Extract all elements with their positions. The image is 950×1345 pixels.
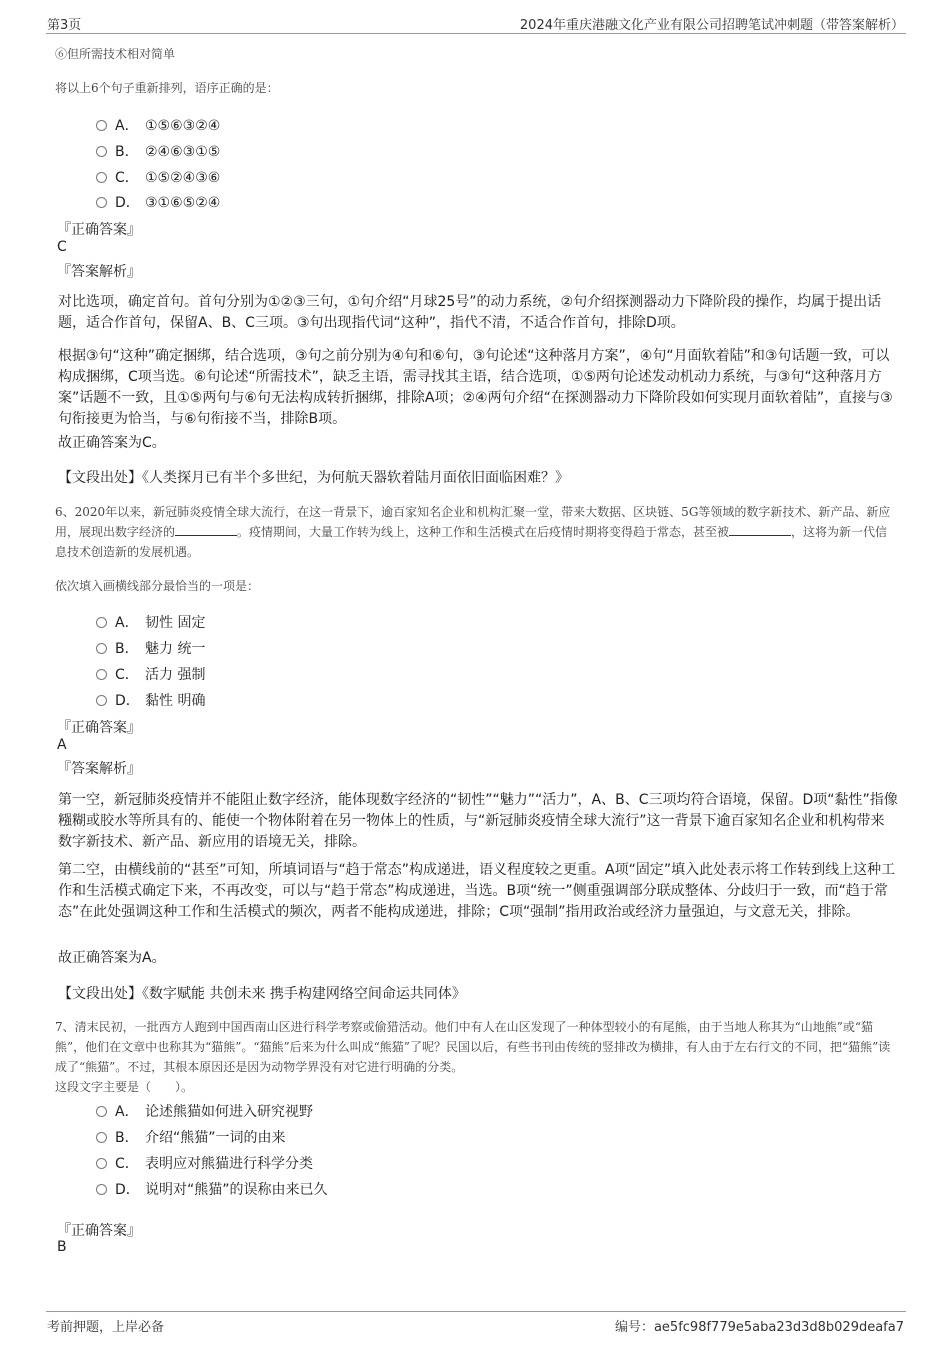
radio-icon[interactable] — [96, 1106, 107, 1117]
q6-analysis-p2: 第二空，由横线前的“甚至”可知，所填词语与“趋于常态”构成递进，语义程度较之更重。A项“固定”填入此处表示将工作转到线上这种工作和生活模式确定下来，不再改变，可以与“趋于常态”构成递进，当选。B项“统一”侧重强调部分联成整体、分歧归于一致，而“趋于常态”在此处强调这种工作和生活模式的频次，两者不能构成递进，排除；C项“强制”指用政治或经济力量强迫，与文意无关，排除。 — [58, 862, 896, 920]
q7-option-d[interactable]: D． 说明对“熊猫”的误称由来已久 — [96, 1179, 328, 1199]
q6-option-a[interactable]: A． 韧性 固定 — [96, 612, 205, 632]
radio-icon[interactable] — [96, 617, 107, 628]
q5-sentence-6: ⑥但所需技术相对简单 — [55, 47, 176, 61]
q6-option-d[interactable]: D． 黏性 明确 — [96, 690, 205, 710]
footer-serial: 编号：ae5fc98f779e5aba23d3d8b029deafa7 — [614, 1320, 904, 1335]
q6-option-b[interactable]: B． 魅力 统一 — [96, 638, 205, 658]
q7-prompt: 这段文字主要是（ ）。 — [55, 1080, 194, 1094]
q6-analysis-p1: 第一空，新冠肺炎疫情并不能阻止数字经济，能体现数字经济的“韧性”“魅力”“活力”，A、B、C三项均符合语境，保留。D项“黏性”指像糨糊或胶水等所具有的、能使一个物体附着在另一物体上的性质，与“新冠肺炎疫情全球大流行”这一背景下逾百家知名企业和机构带来数字新技术、新产品、新应用的语境无关，排除。 — [58, 792, 898, 850]
q5-answer-label: 『正确答案』 — [57, 222, 141, 238]
radio-icon[interactable] — [96, 669, 107, 680]
q7-answer: B — [57, 1239, 67, 1255]
footer-divider — [46, 1311, 906, 1312]
q7-option-b[interactable]: B． 介绍“熊猫”一词的由来 — [96, 1127, 286, 1147]
radio-icon[interactable] — [96, 643, 107, 654]
radio-icon[interactable] — [96, 1158, 107, 1169]
page-number: 第3页 — [47, 18, 82, 33]
header-divider — [46, 33, 906, 34]
radio-icon[interactable] — [96, 695, 107, 706]
q7-option-c[interactable]: C． 表明应对熊猫进行科学分类 — [96, 1153, 313, 1173]
radio-icon[interactable] — [96, 172, 107, 183]
q6-analysis-p3: 故正确答案为A。 — [58, 950, 166, 966]
q5-option-c[interactable]: C． ①⑤②④③⑥ — [96, 167, 220, 187]
q5-analysis-p1: 对比选项，确定首句。首句分别为①②③三句，①句介绍“月球25号”的动力系统，②句介绍探测器动力下降阶段的操作，均属于提出话题，适合作首句，保留A、B、C三项。③句出现指代词“这种”，指代不清，不适合作首句，排除D项。 — [58, 294, 882, 331]
radio-icon[interactable] — [96, 120, 107, 131]
q5-answer: C — [57, 239, 67, 255]
q5-source: 【文段出处】《人类探月已有半个多世纪，为何航天器软着陆月面依旧面临困难？》 — [58, 470, 569, 486]
q6-analysis-label: 『答案解析』 — [57, 761, 141, 777]
q5-analysis-p2: 根据③句“这种”确定捆绑，结合选项，③句之前分别为④句和⑥句，③句论述“这种落月方案”，④句“月面软着陆”和③句话题一致，可以构成捆绑，C项当选。⑥句论述“所需技术”，缺乏主语，需寻找其主语，结合选项，①⑤两句论述发动机动力系统，与③句“这种落月方案”话题不一致，且①⑤两句与⑥句无法构成转折捆绑，排除A项；②④两句介绍“在探测器动力下降阶段如何实现月面软着陆”，直接与③句衔接更为恰当，与⑥句衔接不当，排除B项。 — [58, 348, 893, 427]
fill-blank-1[interactable] — [175, 523, 237, 536]
q7-answer-label: 『正确答案』 — [57, 1223, 141, 1239]
document-title: 2024年重庆港融文化产业有限公司招聘笔试冲刺题（带答案解析） — [519, 18, 904, 33]
q5-option-a[interactable]: A． ①⑤⑥③②④ — [96, 115, 220, 135]
footer-slogan: 考前押题，上岸必备 — [47, 1320, 165, 1335]
q7-stem: 7、清末民初，一批西方人跑到中国西南山区进行科学考察或偷猎活动。他们中有人在山区发现了一种体型较小的有尾熊，由于当地人称其为“山地熊”或“猫熊”，他们在文章中也称其为“猫熊”。“猫熊”后来为什么叫成“熊猫”了呢？民国以后，有些书刊由传统的竖排改为横排，有人由于左右行文的不同，把“猫熊”读成了“熊猫”。不过，其根本原因还是因为动物学界没有对它进行明确的分类。 — [55, 1020, 891, 1074]
q6-stem: 6、2020年以来，新冠肺炎疫情全球大流行，在这一背景下，逾百家知名企业和机构汇聚一堂，带来大数据、区块链、5G等领域的数字新技术、新产品、新应用，展现出数字经济的 。疫情期间，大量工作转为线上，这种工作和生活模式在后疫情时期将变得趋于常态，甚至被 ，这将为新一代信息技术创造新的发展机遇。 — [55, 505, 891, 559]
q5-prompt: 将以上6个句子重新排列，语序正确的是： — [55, 81, 279, 95]
q6-answer-label: 『正确答案』 — [57, 720, 141, 736]
radio-icon[interactable] — [96, 197, 107, 208]
q6-source: 【文段出处】《数字赋能 共创未来 携手构建网络空间命运共同体》 — [58, 986, 466, 1002]
radio-icon[interactable] — [96, 146, 107, 157]
q6-prompt: 依次填入画横线部分最恰当的一项是： — [55, 579, 260, 593]
radio-icon[interactable] — [96, 1132, 107, 1143]
q7-option-a[interactable]: A． 论述熊猫如何进入研究视野 — [96, 1101, 313, 1121]
q5-analysis-label: 『答案解析』 — [57, 264, 141, 280]
q5-analysis-p3: 故正确答案为C。 — [58, 435, 166, 451]
q6-answer: A — [57, 737, 67, 753]
q6-option-c[interactable]: C． 活力 强制 — [96, 664, 205, 684]
radio-icon[interactable] — [96, 1184, 107, 1195]
q5-option-d[interactable]: D． ③①⑥⑤②④ — [96, 192, 220, 212]
fill-blank-2[interactable] — [729, 523, 791, 536]
q5-option-b[interactable]: B． ②④⑥③①⑤ — [96, 141, 220, 161]
